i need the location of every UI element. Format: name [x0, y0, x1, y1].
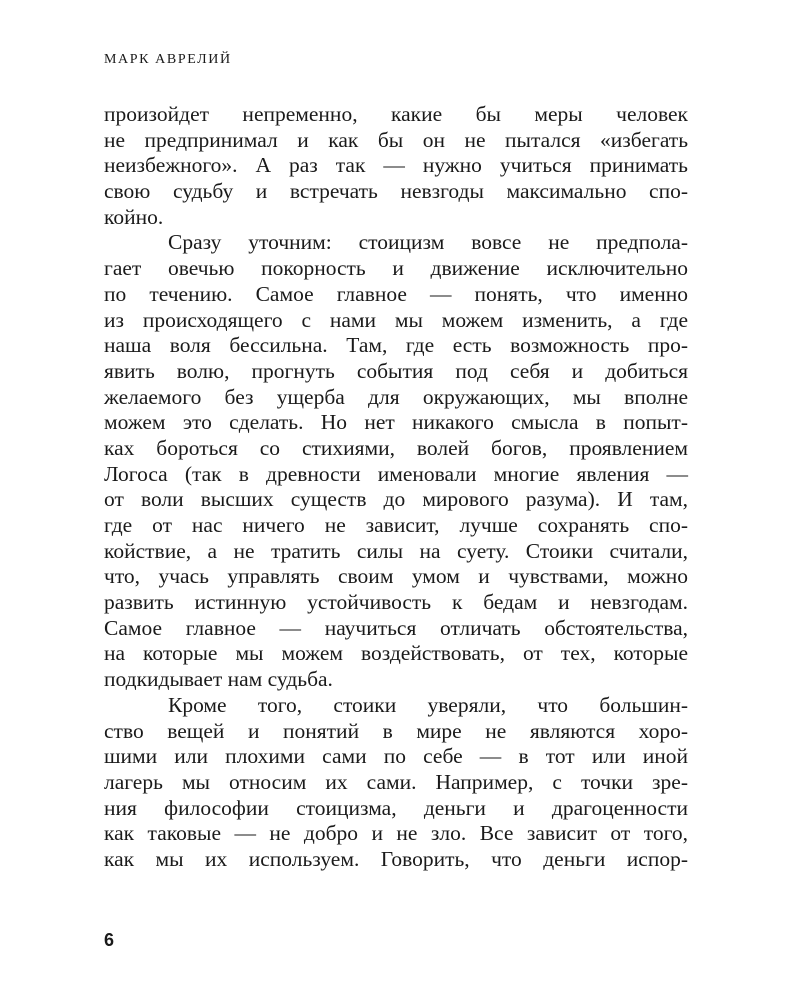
- text-line: Самое главное — научиться отличать обстоятельства,: [104, 615, 688, 640]
- body-text: [104, 102, 688, 873]
- running-head: МАРК АВРЕЛИЙ: [104, 52, 232, 67]
- text-line: развить истинную устойчивость к бедам и невзгодам.: [104, 590, 688, 615]
- text-line: Логоса (так в древности именовали многие явления —: [104, 461, 688, 486]
- text-line: по течению. Самое главное — понять, что именно: [104, 281, 688, 306]
- text-line: из происходящего с нами мы можем изменить, а где: [104, 307, 688, 332]
- text-line: лагерь мы относим их сами. Например, с точки зре-: [104, 769, 688, 794]
- text-line: ках бороться со стихиями, волей богов, проявлением: [104, 435, 688, 460]
- text-line: произойдет непременно, какие бы меры человек: [104, 102, 688, 126]
- text-line: наша воля бессильна. Там, где есть возможность про-: [104, 333, 688, 358]
- text-line: явить волю, прогнуть события под себя и добиться: [104, 358, 688, 383]
- text-line: можем это сделать. Но нет никакого смысла в попыт-: [104, 410, 688, 435]
- text-line: что, учась управлять своим умом и чувствами, можно: [104, 564, 688, 589]
- text-line: желаемого без ущерба для окружающих, мы вполне: [104, 384, 688, 409]
- text-line: свою судьбу и встречать невзгоды максимально спо-: [104, 179, 688, 204]
- text-line: на которые мы можем воздействовать, от тех, которые: [104, 641, 688, 666]
- text-line: как таковые — не добро и не зло. Все зависит от того,: [104, 821, 688, 846]
- text-line: койно.: [104, 204, 164, 229]
- text-line: от воли высших существ до мирового разума). И там,: [104, 487, 688, 512]
- text-line: Сразу уточним: стоицизм вовсе не предпола-: [168, 230, 688, 255]
- page-number: 6: [104, 930, 115, 950]
- text-line: ния философии стоицизма, деньги и драгоценности: [104, 795, 688, 820]
- text-line: неизбежного». А раз так — нужно учиться принимать: [104, 153, 688, 178]
- text-line: койствие, а не тратить силы на суету. Стоики считали,: [104, 538, 688, 563]
- text-line: не предпринимал и как бы он не пытался «избегать: [104, 127, 688, 152]
- text-line: ство вещей и понятий в мире не являются хоро-: [104, 718, 688, 743]
- text-line: где от нас ничего не зависит, лучше сохранять спо-: [104, 513, 688, 537]
- text-line: Кроме того, стоики уверяли, что большин-: [168, 692, 688, 717]
- text-line: гает овечью покорность и движение исключительно: [104, 256, 688, 281]
- text-line: подкидывает нам судьба.: [104, 667, 333, 692]
- text-line: шими или плохими сами по себе — в тот или иной: [104, 744, 688, 769]
- text-line: как мы их используем. Говорить, что деньги испор-: [104, 846, 688, 871]
